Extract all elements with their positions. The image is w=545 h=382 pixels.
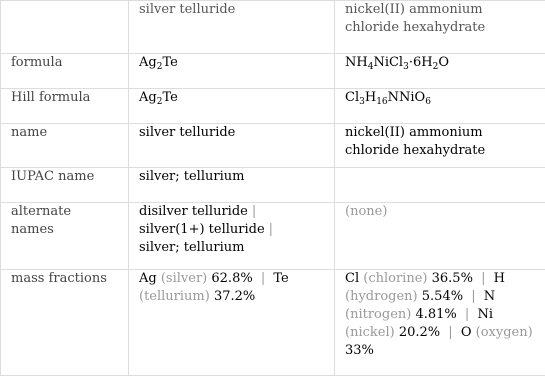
row-label: name	[1, 124, 129, 168]
header-corner	[1, 1, 129, 54]
mass-fractions-cell	[335, 270, 545, 376]
element-name: (nitrogen)	[345, 307, 412, 322]
column-header-silver-telluride: silver telluride	[129, 1, 335, 54]
element-name: (tellurium)	[139, 289, 210, 304]
formula-text: H	[364, 90, 377, 105]
formula-cell	[129, 54, 335, 89]
mass-fraction-value: 20.2%	[398, 325, 441, 340]
separator: |	[481, 271, 486, 286]
separator: |	[268, 222, 274, 237]
formula-text: Ag	[139, 55, 157, 70]
row-label: IUPAC name	[1, 168, 129, 203]
formula-subscript: 3	[359, 97, 365, 107]
alternate-name: silver(1+) telluride	[139, 222, 265, 237]
alternate-name: silver; tellurium	[139, 240, 245, 255]
iupac-name-cell	[335, 168, 545, 203]
alternate-names-cell: (none)	[335, 203, 545, 270]
formula-subscript: 2	[156, 62, 163, 72]
table-row-iupac-name	[1, 168, 545, 203]
element-symbol: Ni	[477, 307, 493, 322]
mass-fraction-value: 36.5%	[431, 271, 473, 286]
table-row-name	[1, 124, 545, 168]
mass-fraction-value: 37.2%	[213, 289, 256, 304]
formula-text: Cl	[345, 90, 360, 105]
element-symbol: Cl	[345, 271, 360, 286]
name-cell: silver telluride	[129, 124, 335, 168]
column-header-nickel-ammonium-chloride: nickel(II) ammonium chloride hexahydrate	[335, 1, 545, 54]
mass-fraction-value: 33%	[345, 343, 374, 358]
header-row	[1, 1, 545, 54]
element-name: (silver)	[160, 271, 208, 286]
mass-fraction-value: 62.8%	[211, 271, 253, 286]
element-symbol: N	[483, 289, 496, 304]
alternate-names-cell	[129, 203, 335, 270]
row-label: alternate names	[1, 203, 129, 270]
formula-text: O	[438, 55, 449, 70]
separator: |	[471, 289, 476, 304]
formula-subscript: 3	[403, 62, 409, 72]
separator: |	[464, 307, 470, 322]
separator: |	[260, 271, 266, 286]
formula-text: NH	[345, 55, 368, 70]
element-name: (hydrogen)	[345, 289, 418, 304]
formula-text: NiCl	[373, 55, 404, 70]
mass-fractions-cell	[129, 270, 335, 376]
element-symbol: O	[460, 325, 472, 340]
mass-fraction-value: 5.54%	[421, 289, 464, 304]
table-row-alternate-names	[1, 203, 545, 270]
separator: |	[448, 325, 453, 340]
formula-subscript: 16	[376, 97, 388, 107]
element-symbol: Ag	[139, 271, 157, 286]
element-name: (chlorine)	[363, 271, 428, 286]
formula-text: NNiO	[387, 90, 426, 105]
table-row-formula	[1, 54, 545, 89]
element-name: (nickel)	[345, 325, 395, 340]
hill-formula-cell	[129, 89, 335, 124]
table-row-mass-fractions	[1, 270, 545, 376]
hill-formula-cell	[335, 89, 545, 124]
table-row-hill-formula	[1, 89, 545, 124]
formula-text: Te	[162, 90, 178, 105]
element-symbol: H	[493, 271, 505, 286]
alternate-name: disilver telluride	[139, 204, 248, 219]
iupac-name-cell: silver; tellurium	[129, 168, 335, 203]
formula-text: ·6H	[408, 55, 433, 70]
formula-cell	[335, 54, 545, 89]
formula-subscript: 6	[425, 97, 431, 107]
formula-subscript: 2	[156, 97, 163, 107]
formula-subscript: 2	[432, 62, 439, 72]
name-cell: nickel(II) ammonium chloride hexahydrate	[335, 124, 545, 168]
formula-text: Te	[162, 55, 178, 70]
mass-fraction-value: 4.81%	[415, 307, 457, 322]
element-name: (oxygen)	[475, 325, 533, 340]
row-label: Hill formula	[1, 89, 129, 124]
formula-text: Ag	[139, 90, 157, 105]
row-label: mass fractions	[1, 270, 129, 376]
row-label: formula	[1, 54, 129, 89]
formula-subscript: 4	[367, 62, 374, 72]
separator: |	[251, 204, 257, 219]
element-symbol: Te	[273, 271, 289, 286]
